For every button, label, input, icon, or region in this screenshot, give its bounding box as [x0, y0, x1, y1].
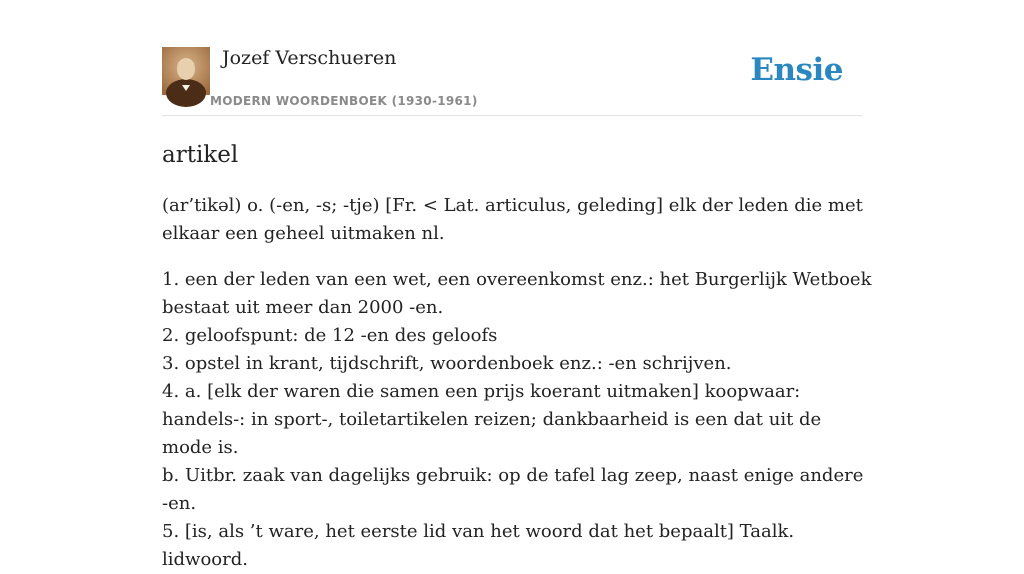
ensie-logo[interactable]: Ensie: [750, 52, 843, 88]
header-divider: [162, 115, 862, 116]
definition-intro: (ar’tikəl) o. (-en, -s; -tje) [Fr. < Lat. articulus, geleding] elk der leden die met elkaar een geheel uitmaken nl.: [162, 195, 863, 244]
sense-3: 3. opstel in krant, tijdschrift, woordenboek enz.: -en schrijven.: [162, 353, 732, 374]
author-name[interactable]: Jozef Verschueren: [222, 47, 397, 69]
sense-2: 2. geloofspunt: de 12 -en des geloofs: [162, 325, 498, 346]
sense-1: 1. een der leden van een wet, een overeenkomst enz.: het Burgerlijk Wetboek bestaat uit meer dan 2000 -en.: [162, 269, 872, 318]
sense-5: 5. [is, als ’t ware, het eerste lid van het woord dat het bepaalt] Taalk. lidwoord.: [162, 521, 795, 570]
headword: artikel: [162, 142, 239, 168]
sense-4a: 4. a. [elk der waren die samen een prijs koerant uitmaken] koopwaar: handels-: in sport-, toiletartikelen reizen; dankbaarheid is een dat uit de mode is.: [162, 381, 822, 458]
author-portrait-icon: [162, 47, 210, 95]
sense-4b: b. Uitbr. zaak van dagelijks gebruik: op de tafel lag zeep, naast enige andere -en.: [162, 465, 864, 514]
source-title[interactable]: MODERN WOORDENBOEK (1930-1961): [210, 94, 478, 108]
definition-body: [162, 192, 872, 574]
author-avatar[interactable]: [162, 47, 210, 95]
